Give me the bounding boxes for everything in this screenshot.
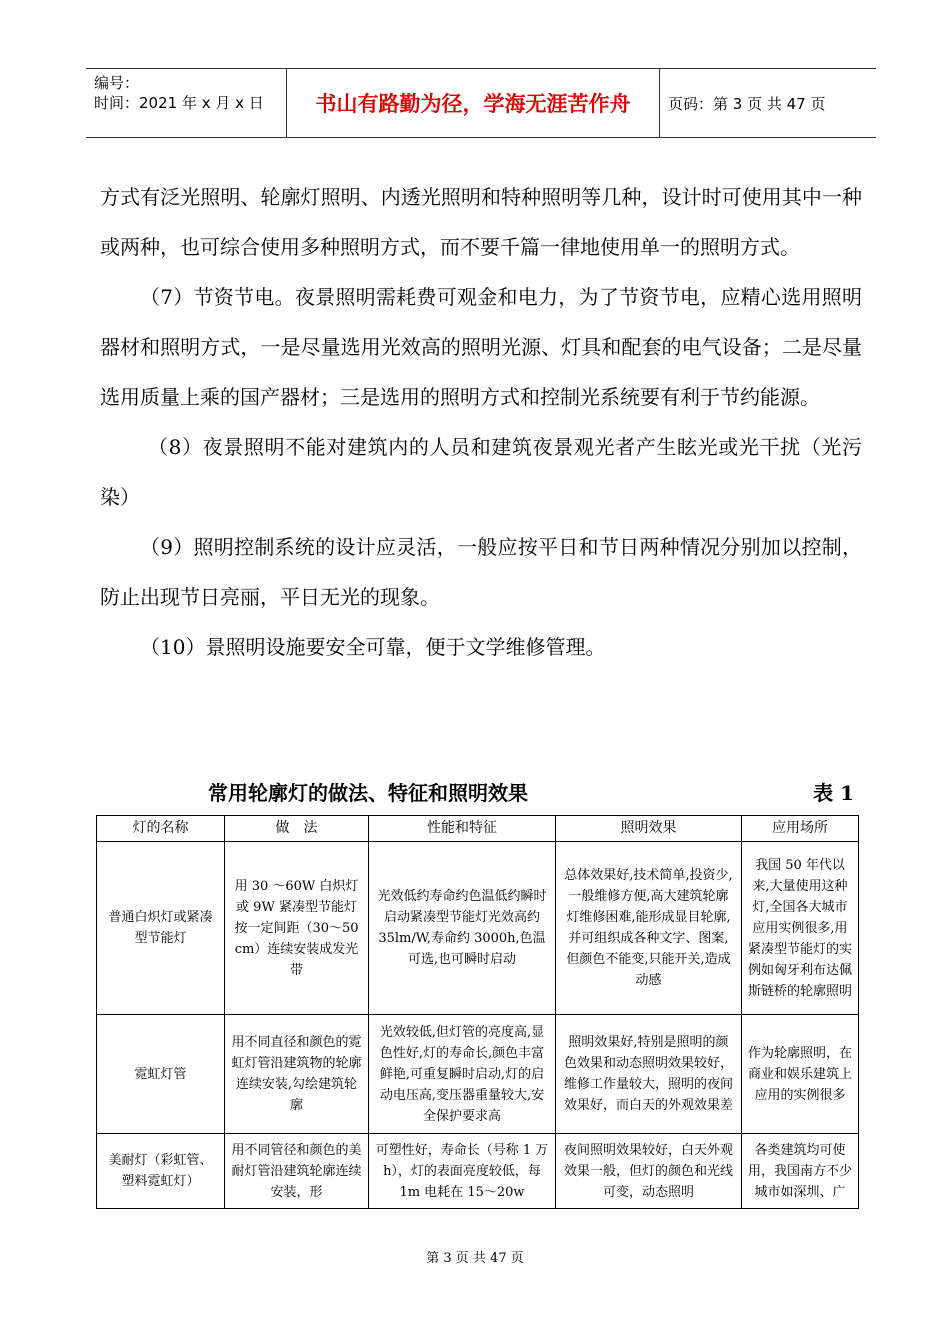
column-header: 应用场所 bbox=[742, 816, 859, 842]
paragraph: （9）照明控制系统的设计应灵活，一般应按平日和节日两种情况分别加以控制，防止出现节日亮丽，平日无光的现象。 bbox=[100, 535, 862, 609]
page-header bbox=[86, 68, 876, 138]
table-header-row bbox=[97, 816, 859, 842]
column-header: 做 法 bbox=[225, 816, 369, 842]
table-number: 表 1 bbox=[813, 781, 854, 805]
header-page-info: 页码：第 3 页 共 47 页 bbox=[668, 94, 826, 113]
table-cell: 美耐灯（彩虹管、塑料霓虹灯） bbox=[97, 1134, 225, 1209]
table-cell: 我国 50 年代以来,大量使用这种灯,全国各大城市应用实例很多,用紧凑型节能灯的实例如匈牙利布达佩斯链桥的轮廓照明 bbox=[742, 842, 859, 1015]
table-row bbox=[97, 1134, 859, 1209]
header-motto: 书山有路勤为径，学海无涯苦作舟 bbox=[315, 92, 631, 116]
table-cell: 照明效果好,特别是照明的颜色效果和动态照明效果较好，维修工作量较大，照明的夜间效果好，而白天的外观效果差 bbox=[556, 1015, 742, 1134]
header-time: 时间：2021 年 x 月 x 日 bbox=[94, 94, 264, 112]
lighting-table bbox=[96, 815, 859, 1209]
table-row bbox=[97, 842, 859, 1015]
table-cell: 用不同直径和颜色的霓虹灯管沿建筑物的轮廓连续安装,勾绘建筑轮廓 bbox=[225, 1015, 369, 1134]
column-header: 照明效果 bbox=[556, 816, 742, 842]
table-title: 常用轮廓灯的做法、特征和照明效果 bbox=[208, 781, 528, 805]
table-cell: 用不同管径和颜色的美耐灯管沿建筑轮廓连续安装，形 bbox=[225, 1134, 369, 1209]
table-cell: 可塑性好，寿命长（号称 1 万 h），灯的表面亮度较低，每 1m 电耗在 15～20w bbox=[369, 1134, 556, 1209]
paragraph: （10）景照明设施要安全可靠，便于文学维修管理。 bbox=[140, 635, 606, 659]
table-cell: 光效低约寿命约色温低约瞬时启动紧凑型节能灯光效高约 35lm/W,寿命约 3000h,色温可选,也可瞬时启动 bbox=[369, 842, 556, 1015]
table-cell: 用 30 ～60W 白炽灯或 9W 紧凑型节能灯按一定间距（30～50 cm）连续安装成发光带 bbox=[225, 842, 369, 1015]
table-cell: 作为轮廓照明，在商业和娱乐建筑上应用的实例很多 bbox=[742, 1015, 859, 1134]
table-cell: 夜间照明效果较好，白天外观效果一般，但灯的颜色和光线可变，动态照明 bbox=[556, 1134, 742, 1209]
header-meta bbox=[94, 73, 284, 113]
paragraph: 方式有泛光照明、轮廓灯照明、内透光照明和特种照明等几种，设计时可使用其中一种或两种，也可综合使用多种照明方式，而不要千篇一律地使用单一的照明方式。 bbox=[100, 185, 862, 259]
table-cell: 霓虹灯管 bbox=[97, 1015, 225, 1134]
header-divider bbox=[659, 69, 660, 137]
table-cell: 总体效果好,技术简单,投资少,一般维修方便,高大建筑轮廓灯维修困难,能形成显目轮廓,并可组织成各种文字、图案,但颜色不能变,只能开关,造成动感 bbox=[556, 842, 742, 1015]
paragraph: （7）节资节电。夜景照明需耗费可观金和电力，为了节资节电，应精心选用照明器材和照明方式，一是尽量选用光效高的照明光源、灯具和配套的电气设备；二是尽量选用质量上乘的国产器材；三是选用的照明方式和控制光系统要有利于节约能源。 bbox=[100, 285, 862, 409]
header-number: 编号： bbox=[94, 74, 140, 92]
table-cell: 光效较低,但灯管的亮度高,显色性好,灯的寿命长,颜色丰富鲜艳,可重复瞬时启动,灯的启动电压高,变压器重量较大,安全保护要求高 bbox=[369, 1015, 556, 1134]
paragraph: （8）夜景照明不能对建筑内的人员和建筑夜景观光者产生眩光或光干扰（光污染） bbox=[100, 435, 862, 509]
page-footer: 第 3 页 共 47 页 bbox=[426, 1251, 524, 1266]
table-cell: 各类建筑均可使用，我国南方不少城市如深圳、广 bbox=[742, 1134, 859, 1209]
body-text bbox=[100, 172, 862, 672]
table-caption bbox=[100, 773, 862, 807]
table-row bbox=[97, 1015, 859, 1134]
column-header: 灯的名称 bbox=[97, 816, 225, 842]
table-cell: 普通白炽灯或紧凑型节能灯 bbox=[97, 842, 225, 1015]
column-header: 性能和特征 bbox=[369, 816, 556, 842]
